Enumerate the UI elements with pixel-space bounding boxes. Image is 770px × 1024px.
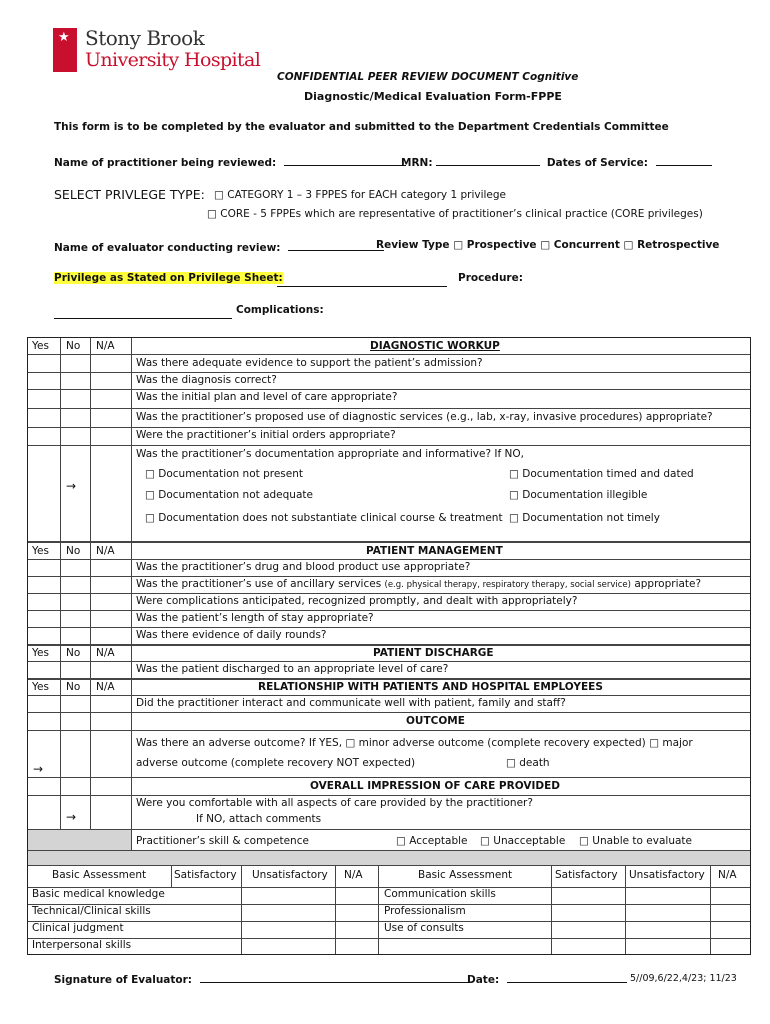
revision-text: 5//09,6/22,4/23; 11/23: [630, 973, 737, 984]
outcome-arrow-icon: →: [33, 762, 44, 776]
dates-label: Dates of Service:: [546, 157, 648, 169]
signature-input[interactable]: [200, 971, 470, 983]
review-type-label: Review Type: [376, 239, 450, 251]
assessment-left-3: Clinical judgment: [32, 922, 124, 934]
doc-illegible[interactable]: □ Documentation illegible: [509, 489, 648, 501]
doc-not-present[interactable]: □ Documentation not present: [145, 468, 303, 480]
section-outcome: OUTCOME: [406, 715, 465, 727]
yes-header: Yes: [32, 340, 49, 352]
skill-unable[interactable]: □ Unable to evaluate: [579, 835, 692, 847]
diag-q6: Was the practitioner’s documentation appropriate and informative? If NO,: [136, 448, 524, 460]
assessment-left-4: Interpersonal skills: [32, 939, 132, 951]
section-relationship: RELATIONSHIP WITH PATIENTS AND HOSPITAL EMPLOYEES: [258, 681, 603, 693]
section-discharge: PATIENT DISCHARGE: [373, 647, 494, 659]
no-header-2: No: [66, 545, 81, 557]
section-diagnostic: DIAGNOSTIC WORKUP: [370, 340, 500, 352]
privilege-type-label: SELECT PRIVLEGE TYPE:: [54, 187, 205, 202]
evaluator-input[interactable]: [288, 239, 384, 251]
na-header-4: N/A: [96, 681, 115, 693]
diag-q5: Were the practitioner’s initial orders appropriate?: [136, 429, 396, 441]
mgmt-q4: Was the patient’s length of stay appropriate?: [136, 612, 374, 624]
date-label: Date:: [467, 974, 500, 986]
unsatisfactory-header-right: Unsatisfactory: [629, 869, 705, 881]
skill-label: Practitioner’s skill & competence: [136, 835, 309, 847]
relationship-q: Did the practitioner interact and communicate well with patient, family and staff?: [136, 697, 566, 709]
dates-input[interactable]: [656, 154, 712, 166]
header-title-1: CONFIDENTIAL PEER REVIEW DOCUMENT Cognitive: [277, 71, 579, 83]
evaluator-field: [54, 239, 384, 254]
mrn-label: MRN:: [401, 157, 433, 169]
skill-grey-cell: [28, 830, 131, 850]
logo-shield-icon: ★: [53, 28, 77, 72]
practitioner-field: [54, 154, 406, 169]
doc-not-substantiate[interactable]: □ Documentation does not substantiate clinical course & treatment: [145, 512, 503, 524]
skill-acceptable[interactable]: □ Acceptable: [396, 835, 468, 847]
grey-divider-band: [28, 851, 750, 865]
doc-timed-dated[interactable]: □ Documentation timed and dated: [509, 468, 694, 480]
na-header-2: N/A: [96, 545, 115, 557]
diag-arrow-icon: →: [66, 479, 77, 493]
category-option[interactable]: □ CATEGORY 1 – 3 FPPES for EACH category 1 privilege: [214, 189, 507, 201]
core-option[interactable]: □ CORE - 5 FPPEs which are representative of practitioner’s clinical practice (CORE privileges): [207, 208, 703, 220]
na-header-3: N/A: [96, 647, 115, 659]
diag-q1: Was there adequate evidence to support the patient’s admission?: [136, 357, 483, 369]
overall-q2: If NO, attach comments: [196, 813, 322, 825]
na-header-right: N/A: [718, 869, 737, 881]
intro-text: This form is to be completed by the evaluator and submitted to the Department Credentials Committee: [54, 121, 669, 133]
mgmt-q1: Was the practitioner’s drug and blood product use appropriate?: [136, 561, 471, 573]
signature-field: [54, 971, 470, 986]
outcome-q1: Was there an adverse outcome? If YES, □ minor adverse outcome (complete recovery expected) □ major: [136, 737, 693, 749]
yes-header-2: Yes: [32, 545, 49, 557]
na-header-left: N/A: [344, 869, 363, 881]
satisfactory-header-left: Satisfactory: [174, 869, 237, 881]
complications-label: Complications:: [236, 304, 324, 316]
review-concurrent[interactable]: □ Concurrent: [540, 239, 620, 251]
review-type: [376, 239, 719, 251]
practitioner-label: Name of practitioner being reviewed:: [54, 157, 277, 169]
unsatisfactory-header-left: Unsatisfactory: [252, 869, 328, 881]
date-field: [467, 971, 627, 986]
outcome-q2: adverse outcome (complete recovery NOT expected): [136, 757, 416, 769]
mgmt-q5: Was there evidence of daily rounds?: [136, 629, 327, 641]
doc-not-adequate[interactable]: □ Documentation not adequate: [145, 489, 313, 501]
yes-header-3: Yes: [32, 647, 49, 659]
satisfactory-header-right: Satisfactory: [555, 869, 618, 881]
no-header: No: [66, 340, 81, 352]
procedure-label: Procedure:: [458, 272, 523, 284]
mrn-input[interactable]: [436, 154, 540, 166]
assessment-left-2: Technical/Clinical skills: [32, 905, 151, 917]
yes-header-4: Yes: [32, 681, 49, 693]
review-retrospective[interactable]: □ Retrospective: [623, 239, 720, 251]
logo-line-2: University Hospital: [85, 49, 261, 71]
assessment-right-1: Communication skills: [384, 888, 496, 900]
section-overall: OVERALL IMPRESSION OF CARE PROVIDED: [310, 780, 560, 792]
header-title-2: Diagnostic/Medical Evaluation Form-FPPE: [304, 90, 562, 103]
signature-label: Signature of Evaluator:: [54, 974, 192, 986]
outcome-death[interactable]: □ death: [506, 757, 550, 769]
practitioner-input[interactable]: [284, 154, 406, 166]
logo-line-1: Stony Brook: [85, 26, 205, 50]
privilege-stated-label: Privilege as Stated on Privilege Sheet:: [54, 272, 283, 284]
skill-unacceptable[interactable]: □ Unacceptable: [480, 835, 566, 847]
mgmt-q2-small: (e.g. physical therapy, respiratory therapy, social service): [384, 580, 631, 590]
hospital-logo: [53, 28, 273, 76]
mgmt-q2-text: Was the practitioner’s use of ancillary services: [136, 578, 382, 590]
diag-q4: Was the practitioner’s proposed use of diagnostic services (e.g., lab, x-ray, invasive procedures) appropriate?: [136, 411, 713, 423]
mgmt-q3: Were complications anticipated, recognized promptly, and dealt with appropriately?: [136, 595, 578, 607]
date-input[interactable]: [507, 971, 627, 983]
diag-q3: Was the initial plan and level of care appropriate?: [136, 391, 398, 403]
discharge-q: Was the patient discharged to an appropriate level of care?: [136, 663, 449, 675]
mgmt-q2-end: appropriate?: [634, 578, 702, 590]
na-header: N/A: [96, 340, 115, 352]
diag-q2: Was the diagnosis correct?: [136, 374, 277, 386]
no-header-3: No: [66, 647, 81, 659]
no-header-4: No: [66, 681, 81, 693]
assessment-left-1: Basic medical knowledge: [32, 888, 165, 900]
evaluator-label: Name of evaluator conducting review:: [54, 242, 281, 254]
evaluation-table: [27, 337, 751, 955]
overall-arrow-icon: →: [66, 810, 77, 824]
complications-input[interactable]: [54, 304, 232, 323]
basic-assessment-header-right: Basic Assessment: [418, 869, 513, 881]
privilege-stated-input[interactable]: [277, 272, 447, 291]
basic-assessment-header-left: Basic Assessment: [52, 869, 147, 881]
mrn-field: [401, 154, 712, 169]
assessment-right-2: Professionalism: [384, 905, 466, 917]
section-management: PATIENT MANAGEMENT: [366, 545, 503, 557]
doc-not-timely[interactable]: □ Documentation not timely: [509, 512, 660, 524]
mgmt-q2: [136, 578, 701, 590]
overall-q1: Were you comfortable with all aspects of care provided by the practitioner?: [136, 797, 533, 809]
assessment-right-3: Use of consults: [384, 922, 464, 934]
review-prospective[interactable]: □ Prospective: [453, 239, 537, 251]
